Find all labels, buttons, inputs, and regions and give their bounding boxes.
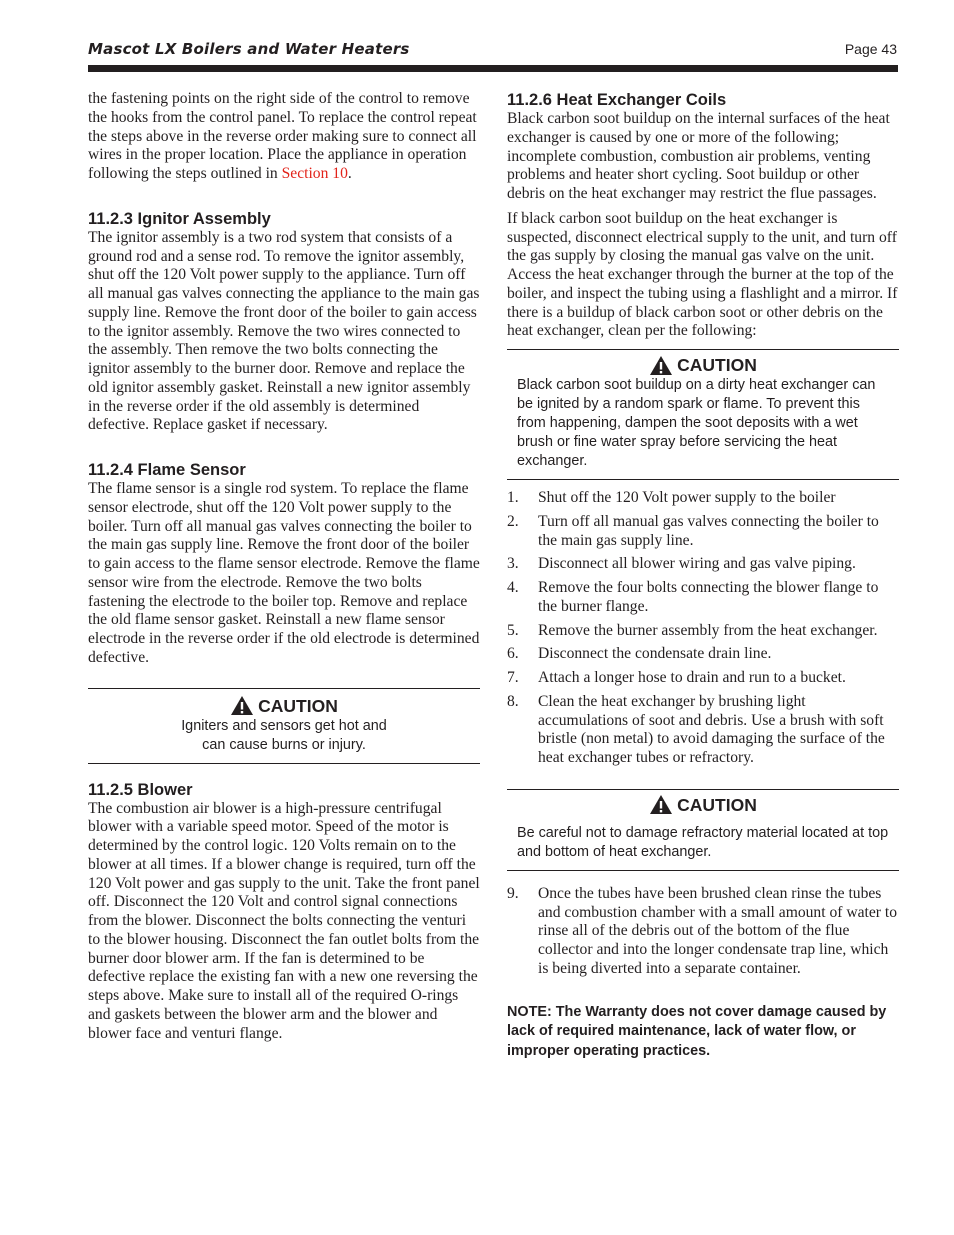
step-number: 3. <box>507 555 519 573</box>
caution-label: CAUTION <box>677 355 757 375</box>
blower-section-title: 11.2.5 Blower <box>88 780 193 799</box>
step-number: 7. <box>507 669 519 686</box>
ignitor-body: The ignitor assembly is a two rod system that consists of a ground rod and a sense rod. To remove the ignitor assembly, shut off the 120 Volt power supply to the appliance. Turn off all manual gas valves connecting the appliance to the main gas supply line. Remove the front door of the boiler to gain access to the ignitor assembly. Remove the two wires connected to the assembly. Then remove the two bolts connecting the ignitor assembly to the burner door. Remove and replace the old ignitor assembly gasket. Reinstall a new ignitor assembly in the reverse order if the old assembly is determined defective. Replace gasket if necessary. <box>88 228 480 434</box>
step-number: 9. <box>507 884 519 902</box>
caution-line-1: Igniters and sensors get hot and <box>181 717 387 734</box>
right-column <box>507 90 899 1061</box>
header-rule <box>88 65 898 72</box>
blower-body: The combustion air blower is a high-pressure centrifugal blower with a variable speed motor. Speed of the motor is determined by the control logic. 120 Volts remain on to the blower at all times. If a blower change is required, turn off the 120 Volt power and gas supply to the unit. Take the front panel off. Disconnect the 120 Volt and control signal connections from the blower. Disconnect the bolts connecting the venturi to the blower housing. Disconnect the fan outlet bolts from the burner door blower arm. If the fan is determined to be defective replace the existing fan with a new one reversing the steps above. Make sure to install all of the required O-rings and gaskets between the blower arm and the blower and blower face and venturi flange. <box>88 799 480 1042</box>
step-text: Once the tubes have been brushed clean rinse the tubes and combustion chamber with a small amount of water to rinse all of the debris out of the bottom of the flue collector and into the longer condensate trap line, which is being diverted into a separate container. <box>538 884 897 977</box>
step-number: 6. <box>507 645 519 663</box>
list-item <box>507 645 899 664</box>
intro-end: . <box>347 165 352 182</box>
flame-sensor-body: The flame sensor is a single rod system. To replace the flame sensor electrode, shut off the 120 Volt power supply to the boiler. Turn off all manual gas valves connecting the boiler to the main gas supply line. Remove the front door of the boiler to gain access to the flame sensor electrode. Remove the flame sensor wire from the electrode. Remove the two bolts fastening the electrode to the boiler top. Remove and replace the old flame sensor gasket. Reinstall a new flame sensor electrode in the reverse order if the old electrode is determined defective. <box>88 480 480 666</box>
list-item <box>507 885 899 979</box>
list-item <box>507 693 899 768</box>
cleaning-steps <box>507 489 899 768</box>
list-item <box>507 513 899 551</box>
warning-icon <box>649 355 673 376</box>
step-text: Remove the burner assembly from the heat exchanger. <box>538 621 878 639</box>
warning-icon <box>649 794 673 815</box>
step-text: Shut off the 120 Volt power supply to the boiler <box>538 489 836 506</box>
page-number: Page 43 <box>844 41 897 57</box>
caution-heading <box>517 354 889 376</box>
caution-heading <box>517 794 889 816</box>
step-text: Disconnect the condensate drain line. <box>538 645 772 663</box>
caution-box-refractory <box>507 789 899 871</box>
heat-exchanger-para-2: If black carbon soot buildup on the heat exchanger is suspected, disconnect electrical supply to the unit, and turn off the gas supply by closing the manual gas valve on the unit. Access the heat exchanger through the burner at the top of the boiler, and inspect the tubing using a flashlight and a mirror. If there is a buildup of black carbon soot or other debris on the heat exchanger, clean per the following: <box>507 209 898 340</box>
step-text: Remove the four bolts connecting the blower flange to the burner flange. <box>538 579 879 615</box>
section-10-link[interactable]: Section 10 <box>281 165 348 182</box>
step-number: 1. <box>507 489 519 506</box>
caution-label: CAUTION <box>258 695 338 716</box>
step-number: 5. <box>507 621 519 639</box>
list-item <box>507 579 899 617</box>
caution-heading <box>88 695 480 717</box>
caution-line-2: can cause burns or injury. <box>202 736 366 753</box>
cleaning-steps-continued <box>507 885 899 979</box>
step-text: Turn off all manual gas valves connecting the boiler to the main gas supply line. <box>538 512 879 549</box>
warning-icon <box>230 695 254 716</box>
step-number: 8. <box>507 692 519 710</box>
intro-paragraph <box>88 90 480 184</box>
caution-refractory-text: Be careful not to damage refractory material located at top and bottom of heat exchanger. <box>517 824 889 860</box>
list-item <box>507 555 899 574</box>
intro-text: the fastening points on the right side of the control to remove the hooks from the control panel. To replace the control repeat the steps above in the reverse order making sure to connect all wires in the proper location. Place the appliance in operation following the steps outlined in <box>88 90 477 182</box>
caution-box-soot <box>507 349 899 480</box>
step-number: 2. <box>507 512 519 530</box>
step-text: Attach a longer hose to drain and run to a bucket. <box>538 669 846 686</box>
flame-sensor-section-title: 11.2.4 Flame Sensor <box>88 461 246 479</box>
ignitor-section-title: 11.2.3 Ignitor Assembly <box>88 209 271 228</box>
heat-exchanger-para-1: Black carbon soot buildup on the internal surfaces of the heat exchanger is caused by one or more of the following; incomplete combustion, combustion air problems, venting problems and heater short cycling. Soot buildup or other debris on the heat exchanger may restrict the flue passages. <box>507 110 890 202</box>
step-text: Clean the heat exchanger by brushing light accumulations of soot and debris. Use a brush with soft bristle (non metal) to avoid damaging the surface of the heat exchanger tubes or refractory. <box>538 692 885 766</box>
caution-soot-text: Black carbon soot buildup on a dirty heat exchanger can be ignited by a random spark or flame. To prevent this from happening, dampen the soot deposits with a wet brush or fine water spray before servicing the heat exchanger. <box>517 377 876 469</box>
list-item <box>507 622 899 641</box>
heat-exchanger-section-title: 11.2.6 Heat Exchanger Coils <box>507 91 727 109</box>
warranty-note: NOTE: The Warranty does not cover damage caused by lack of required maintenance, lack of water flow, or improper operating practices. <box>507 1003 887 1059</box>
document-title: Mascot LX Boilers and Water Heaters <box>88 40 410 58</box>
caution-label: CAUTION <box>677 794 757 815</box>
list-item <box>507 489 899 508</box>
step-text: Disconnect all blower wiring and gas valve piping. <box>538 555 856 573</box>
step-number: 4. <box>507 579 519 596</box>
list-item <box>507 669 899 688</box>
left-column <box>88 90 480 1043</box>
caution-box-hot <box>88 688 480 764</box>
